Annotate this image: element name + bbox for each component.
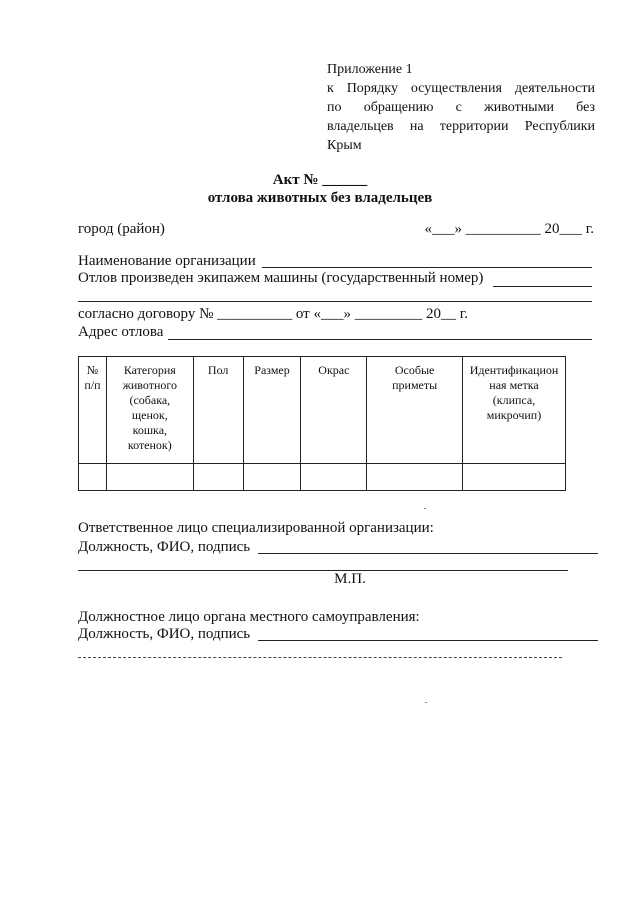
header-sex-text: Пол bbox=[207, 363, 229, 377]
responsible-heading: Ответственное лицо специализированной организации: bbox=[78, 520, 434, 536]
header-number bbox=[79, 357, 107, 464]
header-size-text: Размер bbox=[254, 363, 290, 377]
header-category bbox=[106, 357, 193, 464]
table-row bbox=[79, 464, 566, 491]
header-features bbox=[367, 357, 463, 464]
address-field[interactable] bbox=[168, 339, 592, 340]
header-number-text: № п/п bbox=[84, 363, 101, 392]
appendix-number: Приложение 1 bbox=[327, 62, 413, 77]
table-cell[interactable] bbox=[193, 464, 243, 491]
responsible-sign-row bbox=[78, 537, 594, 557]
scan-speck bbox=[425, 702, 427, 703]
header-id-tag bbox=[463, 357, 566, 464]
official-continuation-field[interactable] bbox=[78, 657, 562, 658]
table-cell[interactable] bbox=[301, 464, 367, 491]
header-sex bbox=[193, 357, 243, 464]
header-features-text: Особые приметы bbox=[392, 363, 438, 392]
table-cell[interactable] bbox=[79, 464, 107, 491]
act-subtitle: отлова животных без владельцев bbox=[207, 190, 433, 206]
table-cell[interactable] bbox=[367, 464, 463, 491]
date-label: «___» __________ 20___ г. bbox=[424, 221, 594, 237]
act-title: Акт № ______ bbox=[272, 172, 368, 188]
contract-row bbox=[78, 304, 594, 324]
scan-speck bbox=[424, 508, 426, 509]
address-label: Адрес отлова bbox=[78, 324, 164, 340]
official-sign-row bbox=[78, 624, 594, 644]
header-id-tag-text: Идентификацион ная метка (клипса, микрочип) bbox=[469, 363, 559, 422]
official-heading: Должностное лицо органа местного самоуправления: bbox=[78, 609, 420, 625]
responsible-sign-label: Должность, ФИО, подпись bbox=[78, 539, 251, 555]
table-cell[interactable] bbox=[106, 464, 193, 491]
appendix-text-line: к Порядку осуществления деятельности bbox=[327, 81, 595, 96]
city-label: город (район) bbox=[78, 221, 165, 237]
table-cell[interactable] bbox=[243, 464, 301, 491]
official-sign-label: Должность, ФИО, подпись bbox=[78, 626, 251, 642]
appendix-note bbox=[327, 60, 595, 155]
header-size bbox=[243, 357, 301, 464]
appendix-text-line: Крым bbox=[327, 138, 362, 153]
stamp-label: М.П. bbox=[334, 571, 366, 587]
animals-table bbox=[78, 356, 566, 491]
header-category-text: Категория животного (собака, щенок, кошка, котенок) bbox=[122, 363, 178, 452]
contract-label: согласно договору № __________ от «___» _________ 20__ г. bbox=[78, 306, 468, 322]
city-date-row bbox=[78, 219, 594, 239]
header-color-text: Окрас bbox=[318, 363, 350, 377]
appendix-text-line: по обращению с животными без bbox=[327, 100, 595, 115]
table-header-row bbox=[79, 357, 566, 464]
responsible-signature-field[interactable] bbox=[258, 553, 598, 554]
official-signature-field[interactable] bbox=[258, 640, 598, 641]
crew-row bbox=[78, 268, 594, 288]
table-cell[interactable] bbox=[463, 464, 566, 491]
crew-continuation-field[interactable] bbox=[78, 301, 592, 302]
header-color bbox=[301, 357, 367, 464]
appendix-text-line: владельцев на территории Республики bbox=[327, 119, 595, 134]
organization-label: Наименование организации bbox=[78, 253, 256, 269]
crew-label: Отлов произведен экипажем машины (государственный номер) bbox=[78, 270, 484, 286]
vehicle-number-field[interactable] bbox=[493, 286, 592, 287]
